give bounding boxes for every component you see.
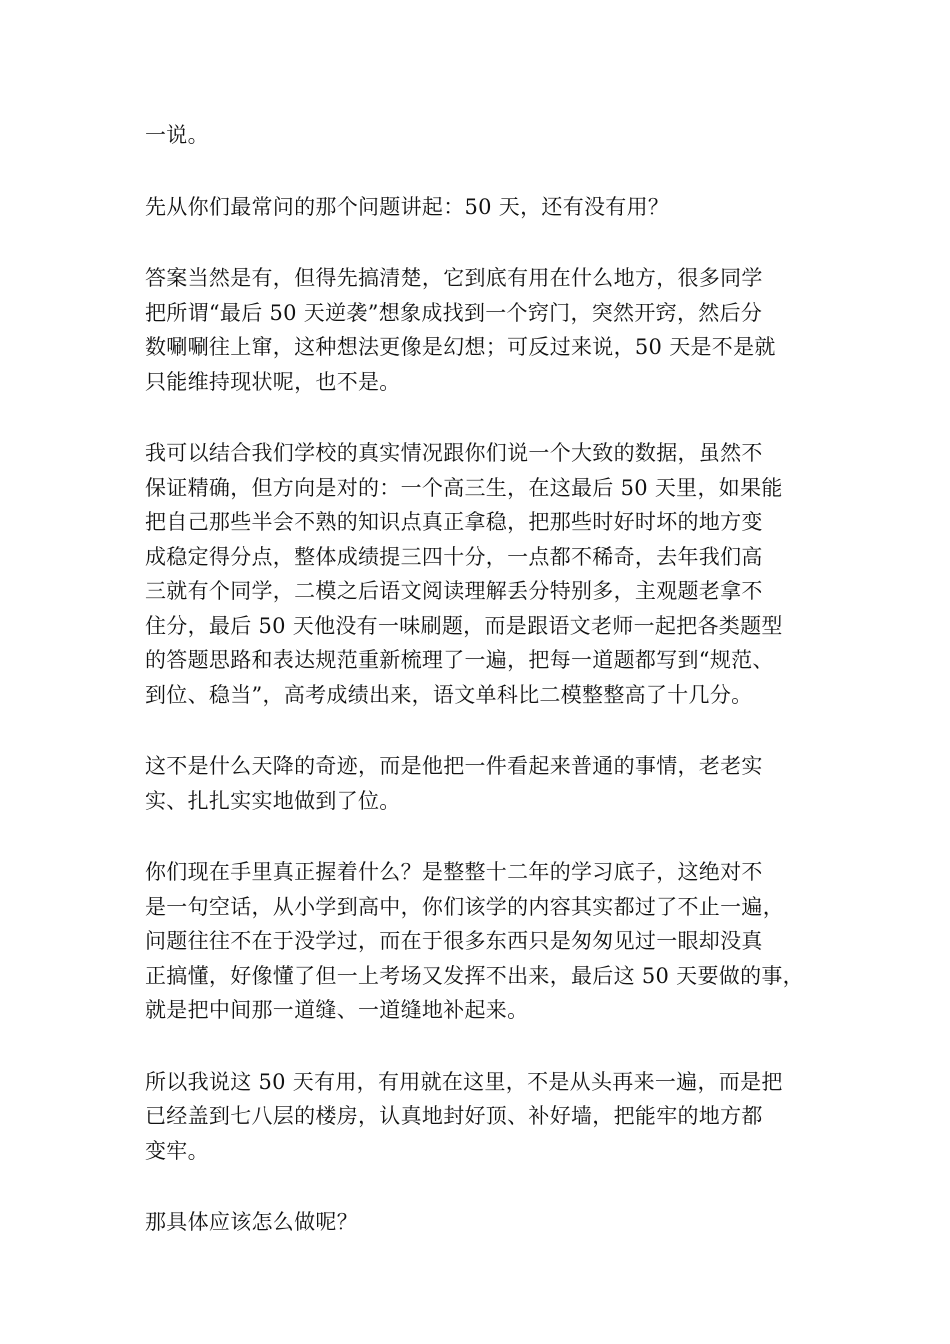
text-line: 数唰唰往上窜，这种想法更像是幻想；可反过来说，50 天是不是就 bbox=[145, 335, 776, 359]
text-line: 变牢。 bbox=[145, 1138, 209, 1163]
text-line: 这不是什么天降的奇迹，而是他把一件看起来普通的事情，老老实 bbox=[145, 754, 763, 778]
paragraph-7 bbox=[145, 1065, 810, 1169]
text-line: 把所谓“最后 50 天逆袭”想象成找到一个窍门，突然开窍，然后分 bbox=[145, 300, 763, 325]
text-line: 住分，最后 50 天他没有一味刷题，而是跟语文老师一起把各类题型 bbox=[145, 613, 783, 638]
text-line: 到位、稳当”，高考成绩出来，语文单科比二模整整高了十几分。 bbox=[145, 682, 753, 707]
text-line: 我可以结合我们学校的真实情况跟你们说一个大致的数据，虽然不 bbox=[145, 441, 763, 465]
text-line: 一说。 bbox=[145, 123, 209, 147]
text-line: 你们现在手里真正握着什么？是整整十二年的学习底子，这绝对不 bbox=[145, 860, 763, 884]
text-line: 所以我说这 50 天有用，有用就在这里，不是从头再来一遍，而是把 bbox=[145, 1069, 783, 1094]
text-line: 只能维持现状呢，也不是。 bbox=[145, 369, 401, 394]
text-line: 那具体应该怎么做呢？ bbox=[145, 1210, 358, 1234]
paragraph-1 bbox=[145, 118, 810, 153]
text-line: 问题往往不在于没学过，而在于很多东西只是匆匆见过一眼却没真 bbox=[145, 929, 763, 953]
text-line: 成稳定得分点，整体成绩提三四十分，一点都不稀奇，去年我们高 bbox=[145, 544, 763, 569]
text-line: 正搞懂，好像懂了但一上考场又发挥不出来，最后这 50 天要做的事， bbox=[145, 963, 804, 988]
paragraph-6 bbox=[145, 855, 810, 1028]
paragraph-8 bbox=[145, 1205, 810, 1240]
text-line: 已经盖到七八层的楼房，认真地封好顶、补好墙，把能牢的地方都 bbox=[145, 1104, 763, 1128]
paragraph-4 bbox=[145, 436, 810, 712]
text-line: 是一句空话，从小学到高中，你们该学的内容其实都过了不止一遍， bbox=[145, 894, 784, 919]
text-line: 实、扎扎实实地做到了位。 bbox=[145, 788, 401, 813]
text-line: 先从你们最常问的那个问题讲起：50 天，还有没有用？ bbox=[145, 194, 670, 219]
document-body bbox=[145, 118, 810, 1277]
text-line: 三就有个同学，二模之后语文阅读理解丢分特别多，主观题老拿不 bbox=[145, 579, 763, 603]
text-line: 的答题思路和表达规范重新梳理了一遍，把每一道题都写到“规范、 bbox=[145, 648, 774, 672]
text-line: 保证精确，但方向是对的：一个高三生，在这最后 50 天里，如果能 bbox=[145, 475, 783, 500]
paragraph-2 bbox=[145, 190, 810, 225]
paragraph-5 bbox=[145, 749, 810, 818]
paragraph-3 bbox=[145, 261, 810, 399]
text-line: 把自己那些半会不熟的知识点真正拿稳，把那些时好时坏的地方变 bbox=[145, 510, 763, 534]
text-line: 就是把中间那一道缝、一道缝地补起来。 bbox=[145, 998, 529, 1022]
text-line: 答案当然是有，但得先搞清楚，它到底有用在什么地方，很多同学 bbox=[145, 266, 763, 290]
